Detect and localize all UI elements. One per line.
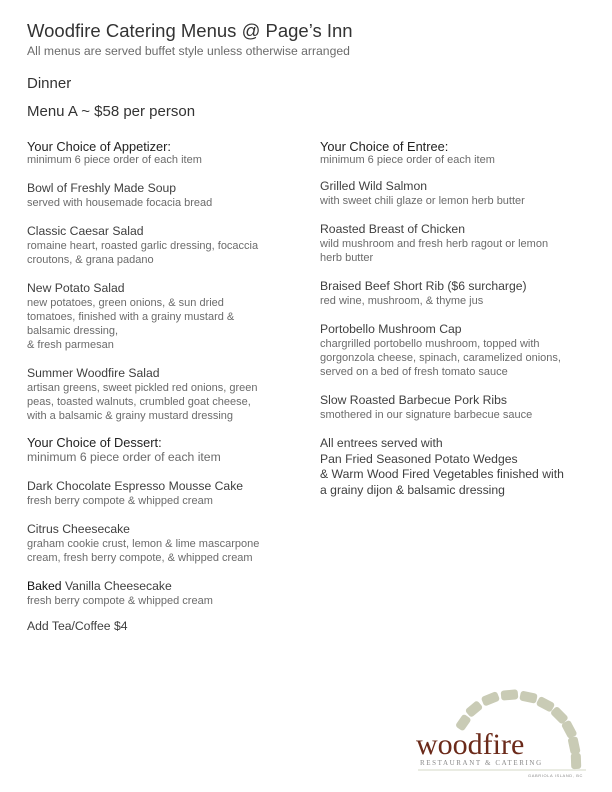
menu-item xyxy=(27,366,295,423)
menu-item-description: fresh berry compote & whipped cream xyxy=(27,595,213,607)
menu-item-name: Classic Caesar Salad xyxy=(27,224,144,238)
addon-tea-coffee: Add Tea/Coffee $4 xyxy=(27,619,128,633)
right-column xyxy=(320,139,595,498)
menu-item-name: Baked Vanilla Cheesecake xyxy=(27,579,172,593)
menu-item-description: fresh berry compote & whipped cream xyxy=(27,495,213,507)
logo-tagline: RESTAURANT & CATERING xyxy=(420,759,543,767)
page-subtitle: All menus are served buffet style unless otherwise arranged xyxy=(27,44,350,58)
menu-item xyxy=(27,479,295,508)
menu-item-description: served with housemade focacia bread xyxy=(27,197,213,209)
menu-item xyxy=(27,181,295,210)
menu-item-name: Slow Roasted Barbecue Pork Ribs xyxy=(320,393,507,407)
section-heading-dinner: Dinner xyxy=(27,75,72,92)
menu-item xyxy=(27,224,295,267)
menu-item-name: Citrus Cheesecake xyxy=(27,522,130,536)
menu-item-name: Grilled Wild Salmon xyxy=(320,179,428,193)
menu-item-name: Braised Beef Short Rib ($6 surcharge) xyxy=(320,279,527,293)
menu-item-description: new potatoes, green onions, & sun dried tomatoes, finished with a grainy mustard & balsamic dressing, & fresh parmesan xyxy=(27,297,235,351)
woodfire-logo xyxy=(408,688,604,784)
menu-item-name: New Potato Salad xyxy=(27,281,125,295)
menu-item xyxy=(320,179,595,208)
entree-note: minimum 6 piece order of each item xyxy=(320,154,495,166)
menu-item-description: artisan greens, sweet pickled red onions, green peas, toasted walnuts, crumbled goat cheese, with a balsamic & grainy mustard dressing xyxy=(27,382,258,422)
page-title: Woodfire Catering Menus @ Page’s Inn xyxy=(27,20,353,41)
menu-item-description: romaine heart, roasted garlic dressing, focaccia croutons, & grana padano xyxy=(27,240,259,266)
menu-item xyxy=(27,522,295,565)
menu-item-description: graham cookie crust, lemon & lime mascarpone cream, fresh berry compote, & whipped cream xyxy=(27,538,260,564)
menu-item-name: Portobello Mushroom Cap xyxy=(320,322,462,336)
menu-item xyxy=(320,222,595,265)
entree-group xyxy=(320,139,595,422)
menu-item xyxy=(320,393,595,422)
menu-item-description: with sweet chili glaze or lemon herb butter xyxy=(320,195,525,207)
menu-title: Menu A ~ $58 per person xyxy=(27,103,196,120)
menu-item-description: wild mushroom and fresh herb ragout or lemon herb butter xyxy=(320,238,549,264)
menu-item xyxy=(320,279,595,308)
menu-item-name: Roasted Breast of Chicken xyxy=(320,222,465,236)
appetizer-group xyxy=(27,139,295,423)
left-column xyxy=(27,139,295,633)
entree-heading: Your Choice of Entree: xyxy=(320,139,449,154)
dessert-note: minimum 6 piece order of each item xyxy=(27,450,221,464)
appetizer-heading: Your Choice of Appetizer: xyxy=(27,139,171,154)
menu-item xyxy=(27,281,295,352)
logo-location: GABRIOLA ISLAND, BC xyxy=(528,773,583,778)
menu-item-description: chargrilled portobello mushroom, topped with gorgonzola cheese, spinach, caramelized onions, served on a bed of fresh tomato sauce xyxy=(320,338,561,378)
menu-item xyxy=(27,579,295,608)
menu-item-name: Bowl of Freshly Made Soup xyxy=(27,181,177,195)
menu-item xyxy=(320,322,595,379)
logo-wordmark: woodfire xyxy=(416,728,525,761)
appetizer-note: minimum 6 piece order of each item xyxy=(27,154,202,166)
menu-item-name: Dark Chocolate Espresso Mousse Cake xyxy=(27,479,244,493)
menu-item-description: smothered in our signature barbecue sauce xyxy=(320,409,533,421)
dessert-group xyxy=(27,435,295,608)
served-with-note: All entrees served with Pan Fried Seasoned Potato Wedges & Warm Wood Fired Vegetables finished with a grainy dijon & balsamic dressing xyxy=(320,436,564,497)
menu-item-name: Summer Woodfire Salad xyxy=(27,366,160,380)
dessert-heading: Your Choice of Dessert: xyxy=(27,435,162,450)
menu-item-description: red wine, mushroom, & thyme jus xyxy=(320,295,484,307)
